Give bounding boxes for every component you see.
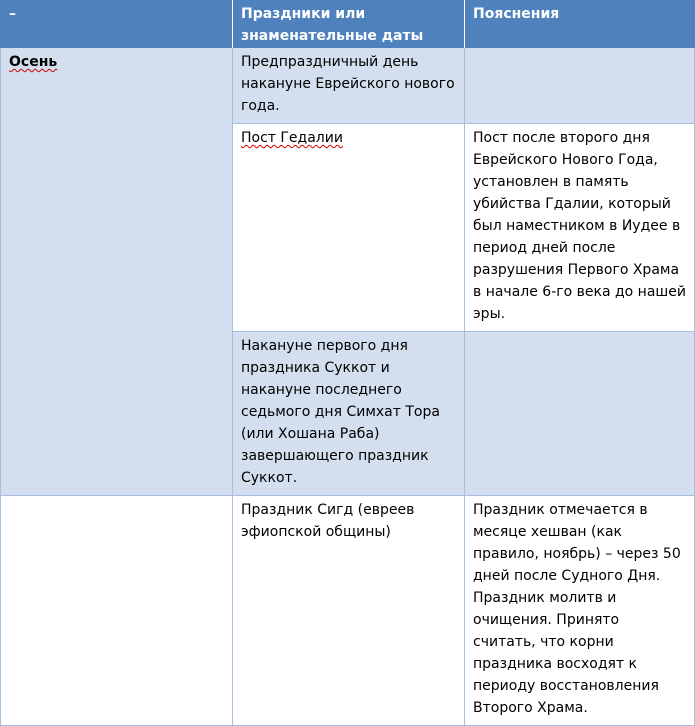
note-cell: Пост после второго дня Еврейского Нового Года, установлен в память убийства Гдалии, который был наместником в Иудее в период дней после разрушения Первого Храма в начале 6-го века до нашей эры.: [465, 124, 695, 332]
note-cell: [465, 332, 695, 496]
header-cell-holidays: Праздники или знаменательные даты: [233, 0, 465, 48]
table-row: [1, 496, 695, 726]
holiday-cell: Предпраздничный день накануне Еврейского нового года.: [233, 48, 465, 124]
note-cell: Праздник отмечается в месяце хешван (как правило, ноябрь) – через 50 дней после Судного Дня. Праздник молитв и очищения. Принято считать, что корни праздника восходят к периоду восстановления Второго Храма.: [465, 496, 695, 726]
header-cell-season: –: [1, 0, 233, 48]
holiday-cell: [233, 124, 465, 332]
holiday-text: Пост Гедалии: [241, 130, 343, 146]
table-row: [1, 48, 695, 124]
holiday-cell: Праздник Сигд (евреев эфиопской общины): [233, 496, 465, 726]
table-header: [1, 0, 695, 48]
holiday-cell: Накануне первого дня праздника Суккот и накануне последнего седьмого дня Симхат Тора (или Хошана Раба) завершающего праздник Суккот.: [233, 332, 465, 496]
season-cell: [1, 496, 233, 726]
season-label: Осень: [9, 54, 58, 70]
table-body: [1, 48, 695, 726]
header-cell-notes: Пояснения: [465, 0, 695, 48]
note-cell: [465, 48, 695, 124]
header-row: [1, 0, 695, 48]
season-cell: [1, 48, 233, 496]
